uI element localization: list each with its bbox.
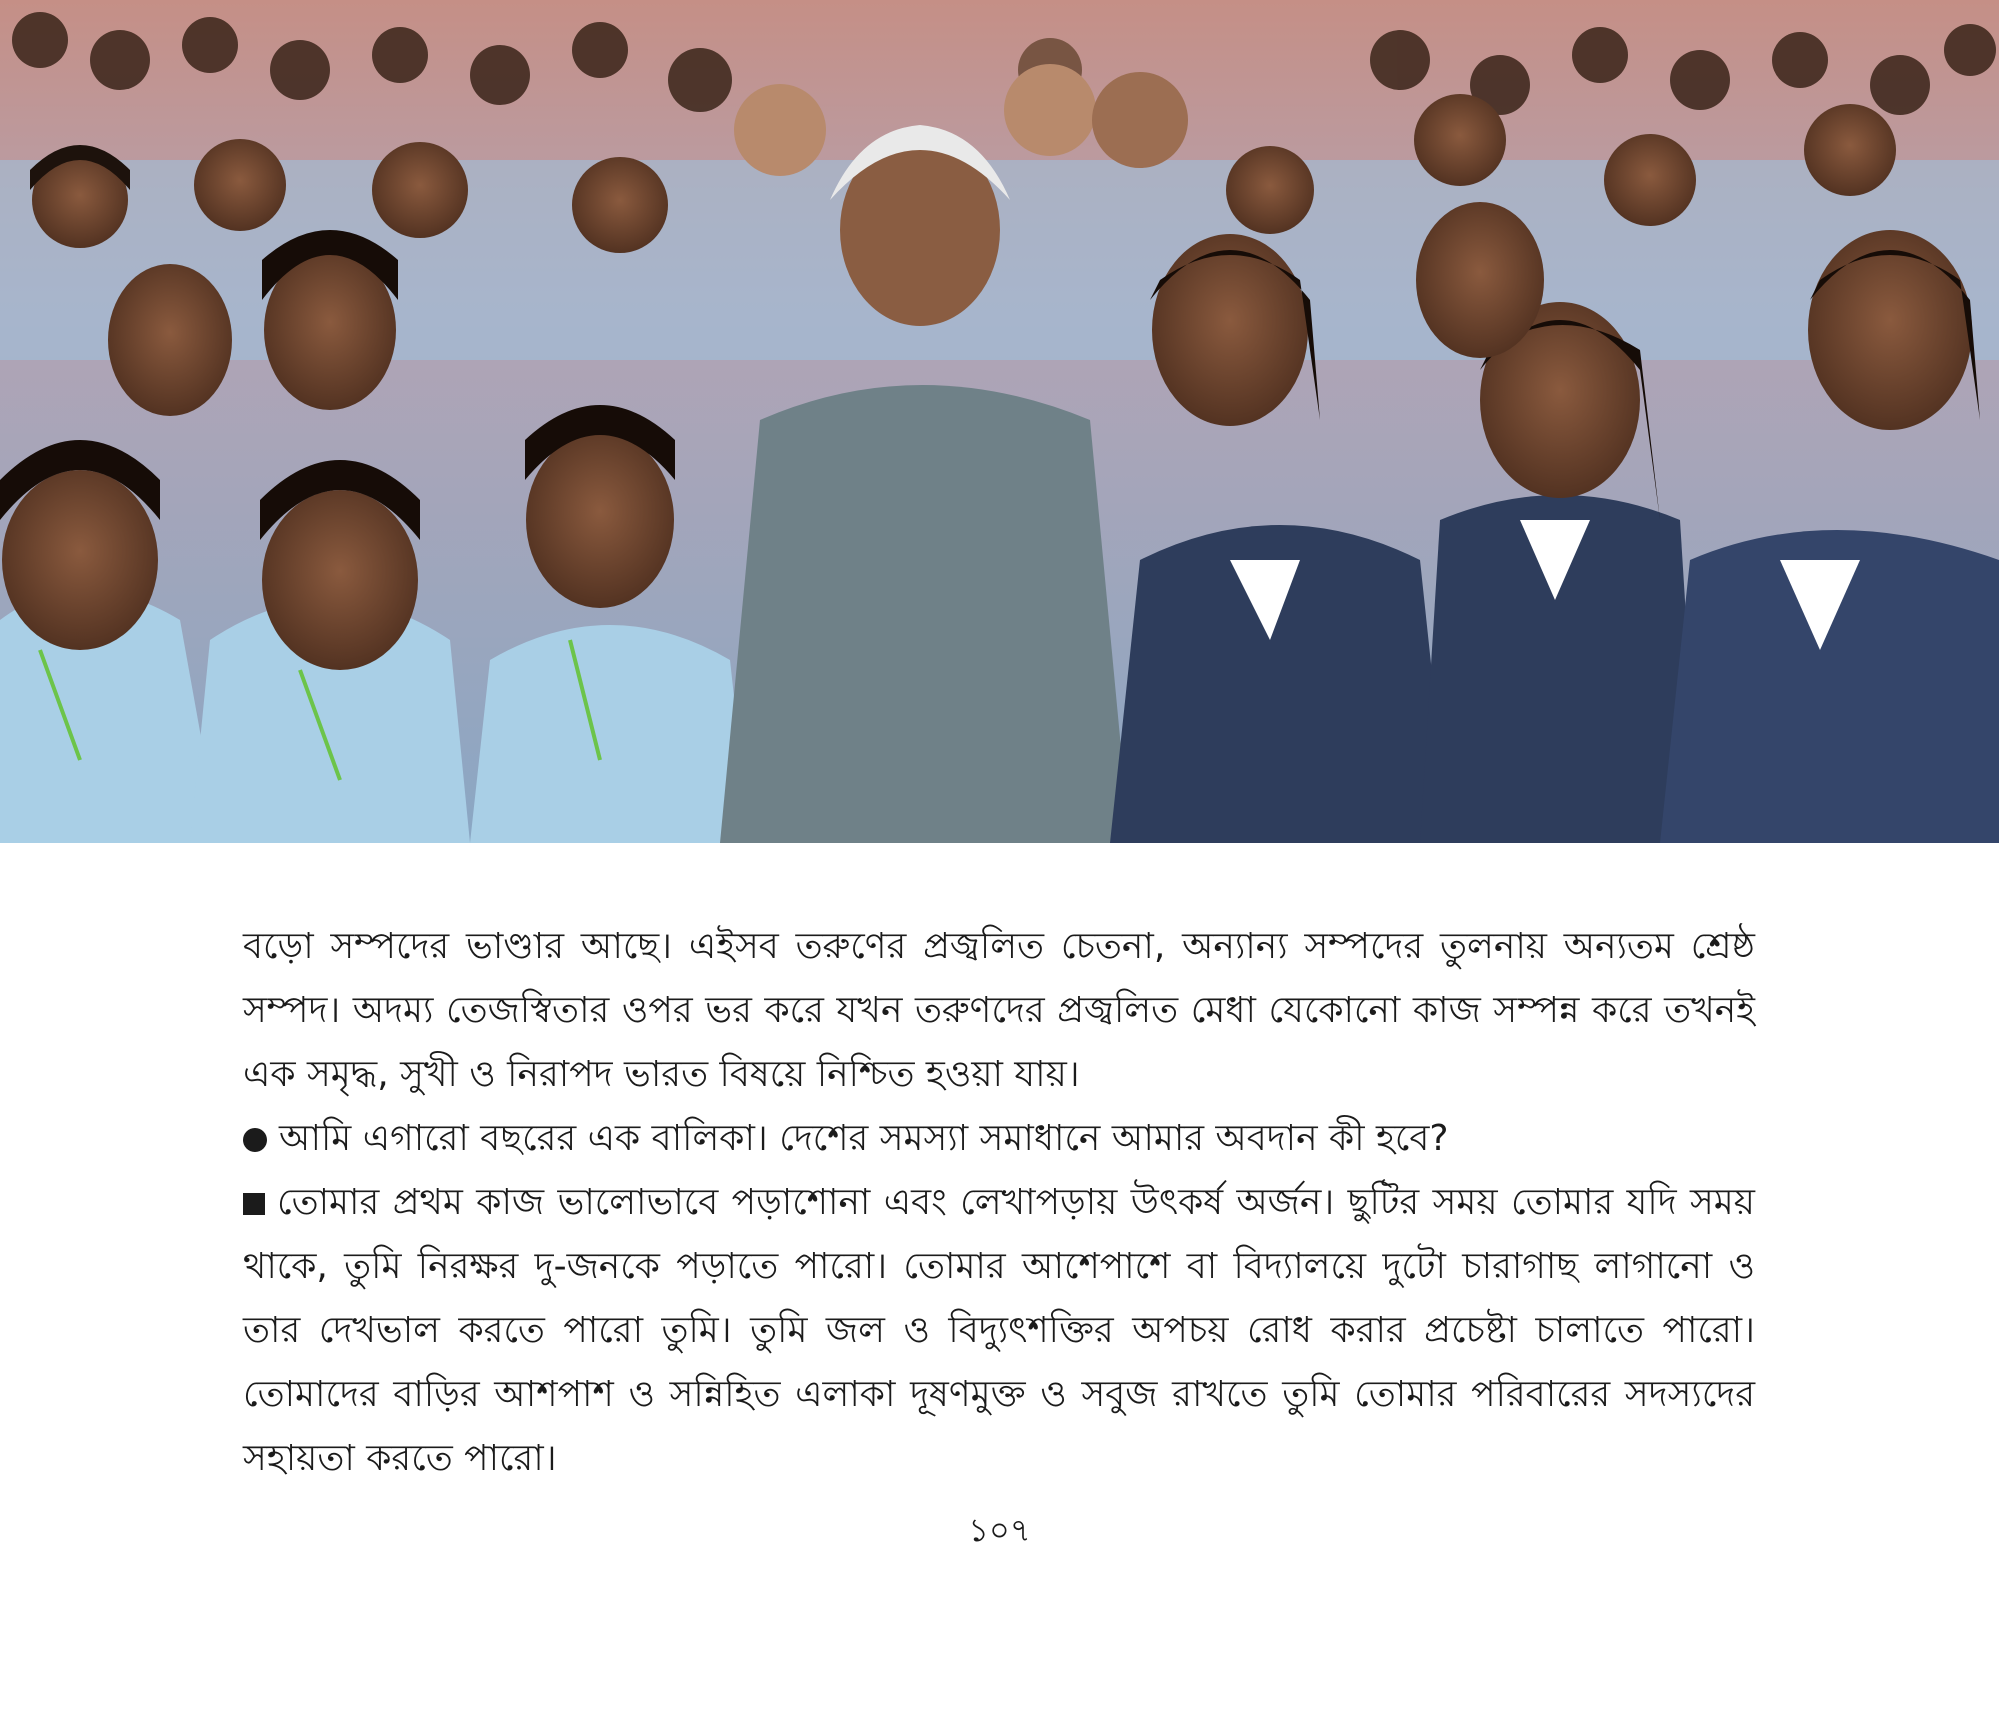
page-number: ১০৭ <box>968 1511 1031 1549</box>
question-text: আমি এগারো বছরের এক বালিকা। দেশের সমস্যা সমাধানে আমার অবদান কী হবে? <box>279 1118 1449 1159</box>
group-photo <box>0 0 1999 843</box>
crowd-photo-illustration <box>0 0 1999 843</box>
paragraph-intro: বড়ো সম্পদের ভাণ্ডার আছে। এইসব তরুণের প্রজ্বলিত চেতনা, অন্যান্য সম্পদের তুলনায় অন্যতম শ্রেষ্ঠ সম্পদ। অদম্য তেজস্বিতার ওপর ভর করে যখন তরুণদের প্রজ্বলিত মেধা যেকোনো কাজ সম্পন্ন করে তখনই এক সমৃদ্ধ, সুখী ও নিরাপদ ভারত বিষয়ে নিশ্চিত হওয়া যায়। <box>243 926 1755 1095</box>
bullet-circle-icon <box>243 1128 267 1152</box>
question-line <box>243 1107 1755 1171</box>
answer-text: তোমার প্রথম কাজ ভালোভাবে পড়াশোনা এবং লেখাপড়ায় উৎকর্ষ অর্জন। ছুটির সময় তোমার যদি সময় থাকে, তুমি নিরক্ষর দু-জনকে পড়াতে পারো। তোমার আশেপাশে বা বিদ্যালয়ে দুটো চারাগাছ লাগানো ও তার দেখভাল করতে পারো তুমি। তুমি জল ও বিদ্যুৎশক্তির অপচয় রোধ করার প্রচেষ্টা চালাতে পারো। তোমাদের বাড়ির আশপাশ ও সন্নিহিত এলাকা দূষণমুক্ত ও সবুজ রাখতে তুমি তোমার পরিবারের সদস্যদের সহায়তা করতে পারো। <box>243 1182 1755 1479</box>
bullet-square-icon <box>243 1193 265 1215</box>
body-text <box>243 915 1755 1491</box>
answer-paragraph <box>243 1171 1755 1491</box>
